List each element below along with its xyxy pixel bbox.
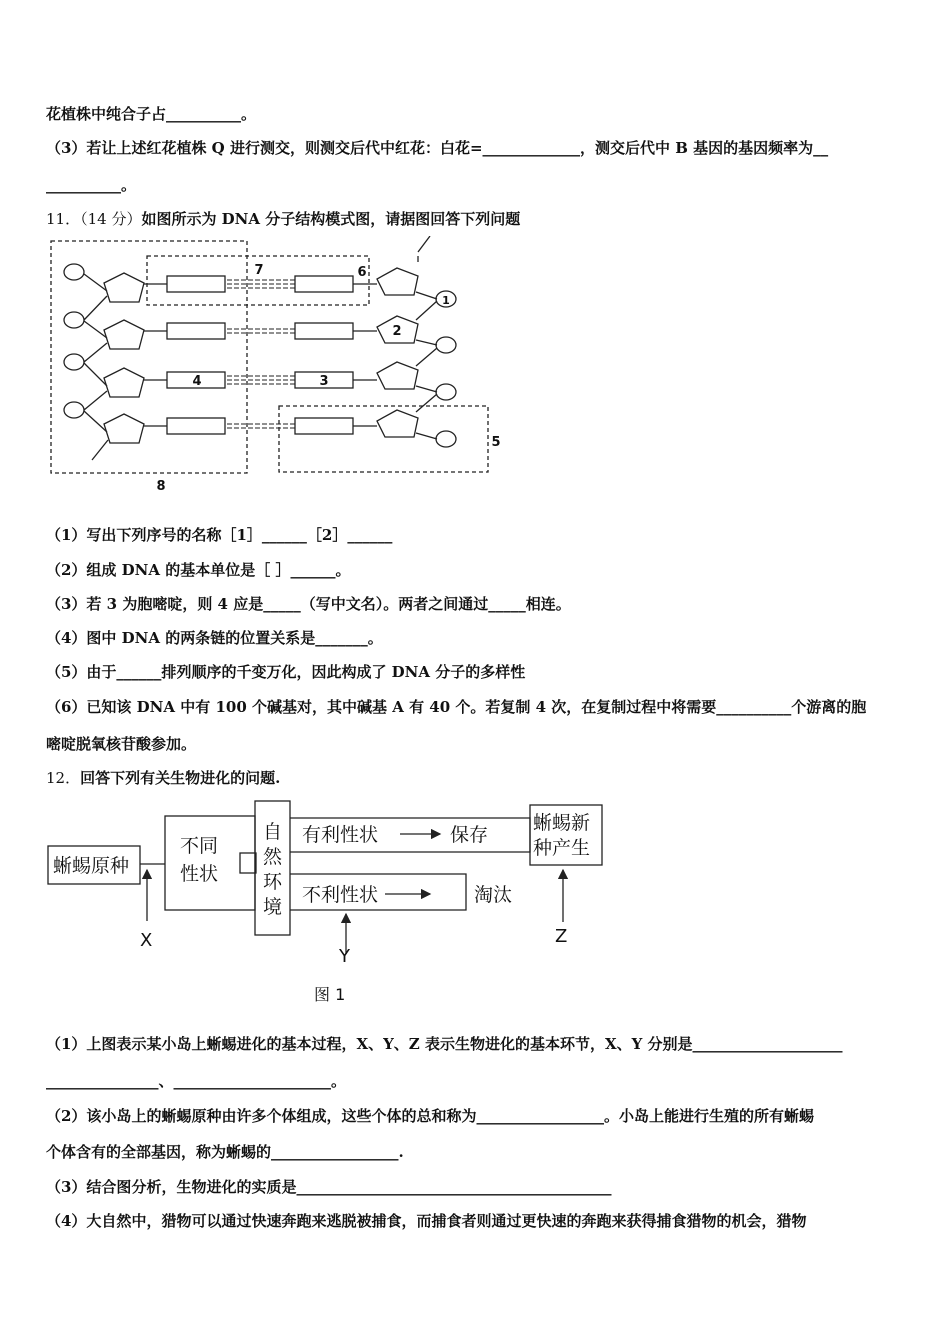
preserve-label: 保存	[450, 824, 489, 846]
figure-caption: 图 1	[314, 985, 346, 1004]
question-12-3: （3）结合图分析，生物进化的实质是__________________________________________	[46, 1178, 612, 1196]
unfavorable-label: 不利性状	[302, 884, 379, 906]
question-11-6: （6）已知该 DNA 中有 100 个碱基对，其中碱基 A 有 40 个。若复制 4 次，在复制过程中将需要__________个游离的胞	[46, 698, 867, 716]
question-12-title: 回答下列有关生物进化的问题.	[80, 769, 281, 787]
ancestor-label: 蜥蜴原种	[53, 855, 130, 877]
question-12-heading	[46, 768, 280, 788]
dna-label-1: 1	[442, 294, 450, 307]
left-base	[167, 323, 225, 339]
right-base	[295, 418, 353, 434]
dna-label-6: 6	[357, 265, 367, 280]
left-sugar	[104, 414, 144, 443]
right-sugar	[377, 268, 418, 295]
question-12-number: 12．	[46, 769, 81, 787]
left-base	[167, 418, 225, 434]
variation-label-1: 不同	[180, 835, 219, 857]
left-sugar	[104, 368, 144, 397]
environment-label-3: 环	[263, 871, 283, 893]
left-sugar	[104, 320, 144, 349]
label-y: Y	[339, 946, 350, 967]
right-sugar	[377, 410, 418, 437]
question-11-2: （2）组成 DNA 的基本单位是［ ］______。	[46, 561, 351, 579]
question-11-title: 如图所示为 DNA 分子结构模式图，请据图回答下列问题	[141, 210, 521, 228]
evolution-diagram	[40, 796, 610, 1011]
left-phosphate	[64, 312, 84, 328]
inner-connector	[240, 853, 256, 873]
dna-label-7: 7	[254, 263, 264, 278]
right-phosphate	[436, 431, 456, 447]
question-12-2: （2）该小岛上的蜥蜴原种由许多个体组成，这些个体的总和称为_________________。小岛上能进行生殖的所有蜥蜴	[46, 1107, 814, 1125]
right-phosphate	[436, 337, 456, 353]
question-11-3: （3）若 3 为胞嘧啶，则 4 应是_____（写中文名）。两者之间通过_____相连。	[46, 595, 571, 613]
dna-structure-diagram	[40, 236, 510, 498]
left-phosphate	[64, 264, 84, 280]
right-phosphate	[436, 384, 456, 400]
question-11-number: 11．（14 分）	[46, 210, 142, 228]
question-11-6-cont: 嘧啶脱氧核苷酸参加。	[46, 735, 197, 753]
new-species-label-1: 蜥蜴新	[533, 812, 591, 834]
question-11-heading	[46, 209, 520, 229]
question-11-1: （1）写出下列序号的名称［1］______［2］______	[46, 526, 393, 544]
dna-label-3: 3	[319, 374, 329, 389]
left-phosphate	[64, 402, 84, 418]
question-11-5: （5）由于______排列顺序的千变万化，因此构成了 DNA 分子的多样性	[46, 663, 526, 681]
label-z: Z	[555, 926, 568, 947]
favorable-label: 有利性状	[302, 824, 379, 846]
dna-label-4: 4	[192, 374, 202, 389]
question-12-4: （4）大自然中，猎物可以通过快速奔跑来逃脱被捕食，而捕食者则通过更快速的奔跑来获得捕食猎物的机会，猎物	[46, 1212, 807, 1230]
question-11-4: （4）图中 DNA 的两条链的位置关系是_______。	[46, 629, 383, 647]
environment-label-4: 境	[263, 896, 283, 918]
dna-label-2: 2	[392, 324, 402, 339]
left-phosphate	[64, 354, 84, 370]
new-species-label-2: 种产生	[533, 837, 591, 859]
right-sugar	[377, 362, 418, 389]
left-sugar	[104, 273, 144, 302]
question-12-1-cont: _______________、_____________________。	[46, 1072, 347, 1090]
eliminate-label: 淘汰	[474, 884, 513, 906]
text-line-florets: 花植株中纯合子占__________。	[46, 105, 257, 123]
variation-label-2: 性状	[180, 863, 219, 885]
question-12-1: （1）上图表示某小岛上蜥蜴进化的基本过程，X、Y、Z 表示生物进化的基本环节，X、Y 分别是____________________	[46, 1035, 843, 1053]
environment-label-1: 自	[263, 821, 283, 843]
text-line-q10-3-cont: __________。	[46, 176, 137, 194]
question-12-2-cont: 个体含有的全部基因，称为蜥蜴的_________________.	[46, 1143, 404, 1161]
dna-label-8: 8	[156, 479, 166, 494]
right-base	[295, 323, 353, 339]
environment-label-2: 然	[263, 846, 283, 868]
text-line-q10-3: （3）若让上述红花植株 Q 进行测交，则测交后代中红花：白花=_____________，测交后代中 B 基因的基因频率为__	[46, 139, 829, 157]
left-base	[167, 276, 225, 292]
right-base	[295, 276, 353, 292]
hydrogen-bonds	[227, 280, 295, 428]
label-x: X	[140, 930, 153, 951]
dna-label-5: 5	[491, 435, 501, 450]
